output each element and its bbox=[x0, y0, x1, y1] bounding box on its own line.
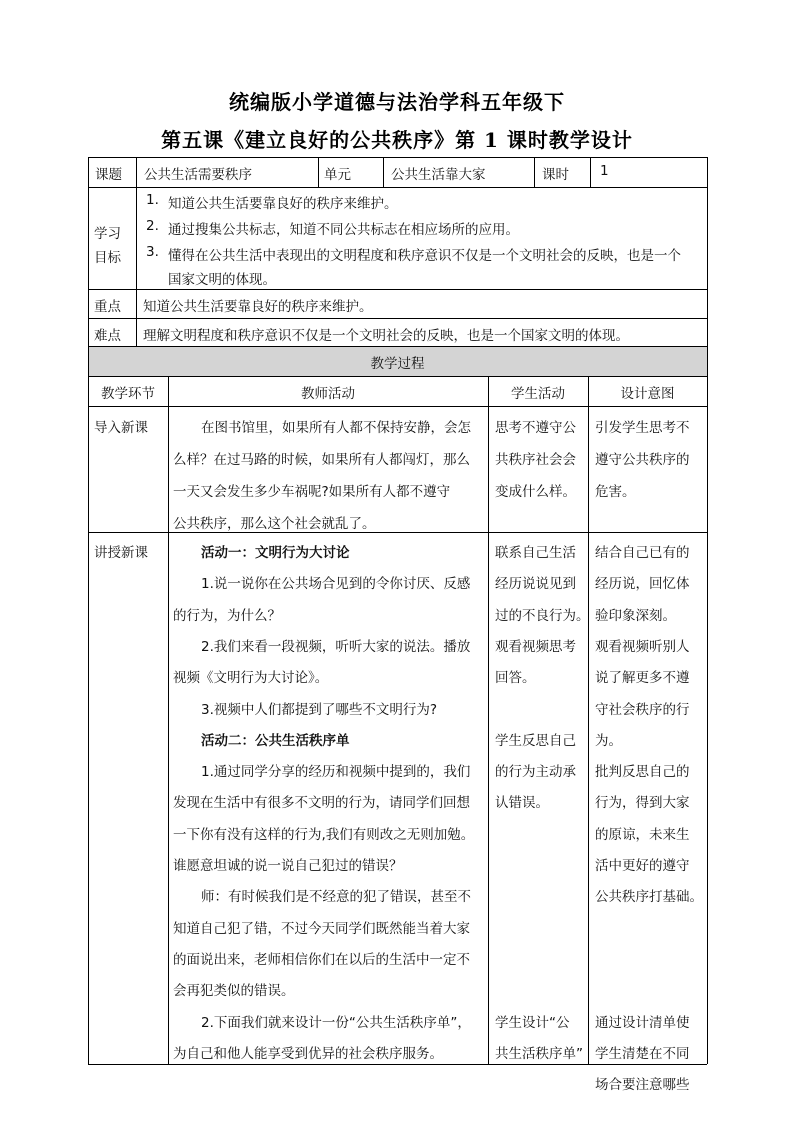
objectives-label: 目标 bbox=[94, 250, 121, 266]
table-border bbox=[88, 289, 707, 290]
lecture-teacher-line: 活动一：文明行为大讨论 bbox=[201, 545, 350, 561]
intro-student-line: 思考不遵守公 bbox=[495, 420, 576, 436]
table-border bbox=[168, 376, 169, 1064]
lecture-student-line: 观看视频思考 bbox=[495, 639, 576, 655]
table-border bbox=[88, 318, 707, 319]
lecture-student-line: 学生设计“公 bbox=[495, 1015, 570, 1031]
unit-value: 公共生活靠大家 bbox=[391, 167, 486, 183]
intro-teacher-line: 公共秩序，那么这个社会就乱了。 bbox=[173, 516, 376, 532]
lecture-intent-line: 说了解更多不遵 bbox=[595, 670, 690, 686]
lecture-teacher-line: 一下你有没有这样的行为,我们有则改之无则加勉。 bbox=[173, 827, 475, 843]
lecture-intent-line: 通过设计清单使 bbox=[595, 1015, 690, 1031]
intro-teacher-line: 么样？在过马路的时候，如果所有人都闯灯，那么 bbox=[173, 452, 470, 468]
objective-number: 3. bbox=[146, 244, 159, 260]
lecture-teacher-line: 1.说一说你在公共场合见到的令你讨厌、反感 bbox=[201, 576, 471, 592]
lecture-teacher-line: 的面说出来，老师相信你们在以后的生活中一定不 bbox=[173, 952, 470, 968]
objectives-label: 学习 bbox=[94, 226, 121, 242]
lecture-intent-line: 行为，得到大家 bbox=[595, 795, 690, 811]
lecture-intent-line: 守社会秩序的行 bbox=[595, 702, 690, 718]
objective-item: 懂得在公共生活中表现出的文明程度和秩序意识不仅是一个文明社会的反映，也是一个 bbox=[168, 248, 681, 264]
table-border bbox=[88, 346, 707, 347]
topic-value: 公共生活需要秩序 bbox=[144, 167, 252, 183]
table-border bbox=[88, 157, 707, 158]
unit-label: 单元 bbox=[324, 167, 351, 183]
intro-intent-line: 遵守公共秩序的 bbox=[595, 452, 690, 468]
intro-student-line: 共秩序社会会 bbox=[495, 452, 576, 468]
lecture-intent-line: 为。 bbox=[595, 733, 622, 749]
table-border bbox=[88, 187, 707, 188]
lecture-intent-line: 学生清楚在不同 bbox=[595, 1046, 690, 1062]
lecture-intent-line: 的原谅，未来生 bbox=[595, 827, 690, 843]
document-subtitle: 第五课《建立良好的公共秩序》第 1 课时教学设计 bbox=[161, 128, 633, 152]
lecture-intent-line: 结合自己已有的 bbox=[595, 545, 690, 561]
lecture-teacher-line: 视频《文明行为大讨论》。 bbox=[173, 670, 329, 686]
lecture-student-line: 经历说说见到 bbox=[495, 576, 576, 592]
lecture-intent-line: 经历说，回忆体 bbox=[595, 576, 690, 592]
table-border bbox=[88, 376, 707, 377]
lecture-teacher-line: 为自己和他人能享受到优异的社会秩序服务。 bbox=[173, 1046, 443, 1062]
lecture-teacher-line: 1.通过同学分享的经历和视频中提到的，我们 bbox=[201, 764, 471, 780]
lecture-student-line: 回答。 bbox=[495, 670, 536, 686]
lecture-teacher-line: 2.我们来看一段视频，听听大家的说法。播放 bbox=[201, 639, 471, 655]
objective-item: 通过搜集公共标志，知道不同公共标志在相应场所的应用。 bbox=[168, 222, 519, 238]
lecture-teacher-line: 活动二：公共生活秩序单 bbox=[201, 733, 350, 749]
table-border bbox=[136, 157, 137, 346]
table-border bbox=[318, 157, 319, 187]
lecture-intent-line: 场合要注意哪些 bbox=[595, 1077, 690, 1093]
column-header: 教师活动 bbox=[301, 386, 355, 402]
objective-number: 1. bbox=[146, 192, 159, 208]
objective-number: 2. bbox=[146, 218, 159, 234]
lecture-stage: 讲授新课 bbox=[94, 545, 148, 561]
lecture-teacher-line: 会再犯类似的错误。 bbox=[173, 983, 295, 999]
process-header: 教学过程 bbox=[370, 356, 425, 372]
lecture-teacher-line: 2.下面我们就来设计一份“公共生活秩序单”， bbox=[201, 1015, 471, 1031]
period-label: 课时 bbox=[542, 167, 569, 183]
lecture-student-line: 过的不良行为。 bbox=[495, 608, 590, 624]
lecture-intent-line: 活中更好的遵守 bbox=[595, 858, 690, 874]
lecture-teacher-line: 师：有时候我们是不经意的犯了错误，甚至不 bbox=[201, 889, 471, 905]
lecture-teacher-line: 发现在生活中有很多不文明的行为，请同学们回想 bbox=[173, 795, 470, 811]
table-border bbox=[588, 376, 589, 1064]
column-header: 学生活动 bbox=[511, 386, 565, 402]
difficulty-text: 理解文明程度和秩序意识不仅是一个文明社会的反映，也是一个国家文明的体现。 bbox=[143, 328, 629, 344]
table-border bbox=[590, 157, 591, 187]
intro-teacher-line: 在图书馆里，如果所有人都不保持安静，会怎 bbox=[201, 420, 471, 436]
objective-item: 知道公共生活要靠良好的秩序来维护。 bbox=[168, 196, 398, 212]
lecture-intent-line: 批判反思自己的 bbox=[595, 764, 690, 780]
intro-intent-line: 危害。 bbox=[595, 484, 636, 500]
document-title: 统编版小学道德与法治学科五年级下 bbox=[229, 90, 565, 114]
objective-item: 国家文明的体现。 bbox=[168, 272, 276, 288]
key-point-label: 重点 bbox=[94, 299, 121, 315]
topic-label: 课题 bbox=[95, 167, 122, 183]
difficulty-label: 难点 bbox=[94, 328, 121, 344]
column-header: 设计意图 bbox=[620, 386, 675, 402]
table-border bbox=[383, 157, 384, 187]
table-border bbox=[488, 376, 489, 1064]
key-point-text: 知道公共生活要靠良好的秩序来维护。 bbox=[143, 299, 373, 315]
lecture-intent-line: 观看视频听别人 bbox=[595, 639, 690, 655]
lecture-student-line: 的行为主动承 bbox=[495, 764, 576, 780]
column-header: 教学环节 bbox=[101, 386, 155, 402]
table-border bbox=[707, 157, 708, 1064]
lecture-teacher-line: 的行为，为什么？ bbox=[173, 608, 281, 624]
lecture-teacher-line: 谁愿意坦诚的说一说自己犯过的错误？ bbox=[173, 858, 403, 874]
lecture-teacher-line: 3.视频中人们都提到了哪些不文明行为? bbox=[201, 702, 438, 718]
intro-student-line: 变成什么样。 bbox=[495, 484, 576, 500]
period-value: 1 bbox=[600, 163, 609, 179]
table-border bbox=[88, 1064, 707, 1065]
lecture-teacher-line: 知道自己犯了错，不过今天同学们既然能当着大家 bbox=[173, 921, 470, 937]
table-border bbox=[88, 157, 89, 1064]
table-border bbox=[534, 157, 535, 187]
lecture-student-line: 学生反思自己 bbox=[495, 733, 576, 749]
lecture-student-line: 联系自己生活 bbox=[495, 545, 576, 561]
lecture-intent-line: 验印象深刻。 bbox=[595, 608, 676, 624]
intro-stage: 导入新课 bbox=[94, 420, 148, 436]
table-border bbox=[88, 406, 707, 407]
table-border bbox=[88, 532, 707, 533]
intro-teacher-line: 一天又会发生多少车祸呢?如果所有人都不遵守 bbox=[173, 484, 451, 500]
lecture-student-line: 认错误。 bbox=[495, 795, 549, 811]
intro-intent-line: 引发学生思考不 bbox=[595, 420, 690, 436]
lecture-student-line: 共生活秩序单” bbox=[495, 1046, 583, 1062]
lecture-intent-line: 公共秩序打基础。 bbox=[595, 889, 703, 905]
